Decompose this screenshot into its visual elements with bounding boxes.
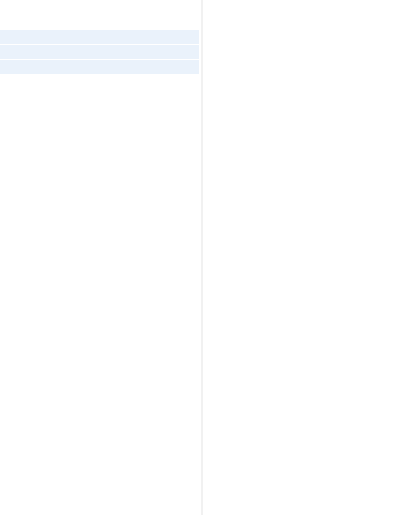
column-divider: [201, 0, 203, 515]
right-panel: [204, 0, 407, 14]
roster-row: [0, 59, 199, 74]
group-1-title: [0, 76, 199, 91]
roster-header-row: [0, 15, 199, 29]
group-1-caste-table: [0, 91, 199, 109]
roster-points-table: [0, 15, 199, 74]
left_panel-header-row: [0, 91, 199, 109]
group-2-title: [204, 1, 407, 14]
roster-row: [0, 29, 199, 44]
intro-line-1: [0, 2, 199, 13]
left-panel: [0, 0, 199, 109]
roster-row: [0, 44, 199, 59]
